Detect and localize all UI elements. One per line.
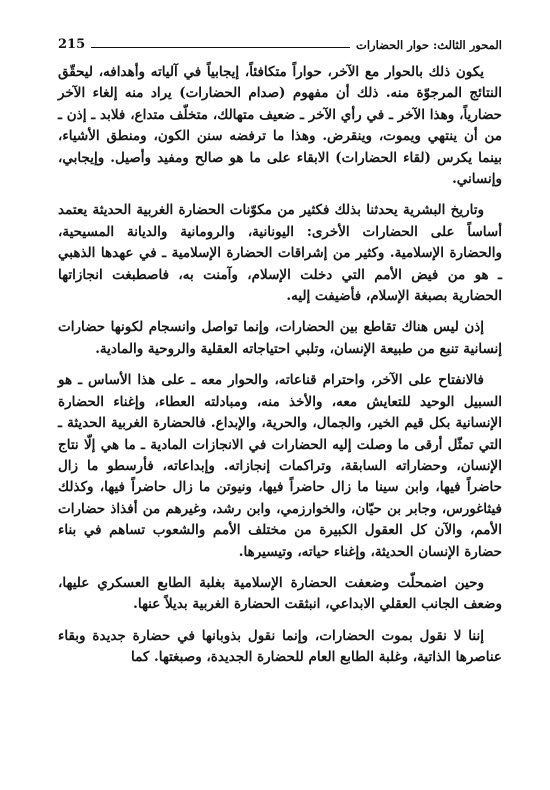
paragraph: إننا لا نقول بموت الحضارات، وإنما نقول بذوبانها في حضارة جديدة وبقاء عناصرها الذاتية، وغلبة الطابع العام للحضارة الجديدة، وصبغتها. كما [58,627,502,666]
paragraph: إذن ليس هناك تقاطع بين الحضارات، وإنما تواصل وانسجام لكونها حضارات إنسانية تنبع من طبيعة الإنسان، وتلبي احتياجاته العقلية والروحية والمادية. [58,319,502,357]
paragraph: وتاريخ البشرية يحدثنا بذلك فكثير من مكوّنات الحضارة الغربية الحديثة يعتمد أساساً على الحضارات الأخرى: اليونانية، والرومانية والديانة المسيحية، والحضارة الإسلامية. وكثير من إشراقات الحضارة الإسلامية ـ في عهدها الذهبي ـ هو من فيض الأمم التي دخلت الإسلام، وآمنت به، فاصطبغت انجازاتها الحضارية بصبغة الإسلام، فأضيفت إليه. [58,202,502,305]
running-title: المحور الثالث: حوار الحضارات [356,38,502,52]
paragraph: فالانفتاح على الآخر، واحترام قناعاته، والحوار معه ـ على هذا الأساس ـ هو السبيل الوحيد للتعايش معه، والأخذ منه، ومبادلته العطاء، وإغناء الحضارة الإنسانية بكل قيم الخير، والجمال، والحرية، والإبداع. فالحضارة الغربية الحديثة ـ التي تمثّل أرقى ما وصلت إليه الحضارات في الانجازات المادية ـ ما هي إلّا نتاج الإنسان، وحضاراته السابقة، وتراكمات إنجازاته. وإبداعاته، فأرسطو ما زال حاضراً فيها، وابن سينا ما زال حاضراً فيها، ونيوتن ما زال حاضراً فيها، وكذلك فيثاغورس، وجابر بن حيّان، والخوارزمي، وابن رشد، وغيرهم من أفذاذ حضارات الأمم، والآن كل العقول الكبيرة من مختلف الأمم والشعوب تساهم في بناء حضارة الإنسان الحديثة، وإغناء حياته، وتيسيرها. [58,372,502,560]
page-body [58,62,502,780]
paragraph: وحين اضمحلّت وضعفت الحضارة الإسلامية بغلبة الطابع العسكري عليها، وضعف الجانب العقلي الابداعي، انبثقت الحضارة الغربية بديلاً عنها. [58,574,502,613]
header-rule [91,42,350,48]
page-header [58,28,502,52]
page-number: 215 [58,37,86,52]
paragraph: يكون ذلك بالحوار مع الآخر، حواراً متكافئاً، إيجابياً في آلياته وأهدافه، ليحقّق النتائج المرجوّة منه. ذلك أن مفهوم (صدام الحضارات) يراد منه إلغاء الآخر حضارياً، وهذا الآخر ـ في رأي الآخر ـ ضعيف متهالك، متخلّف متداع، فلابد ـ إذن ـ من أن ينتهي ويموت، وينقرض. وهذا ما ترفضه سنن الكون، ومنطق الأشياء، بينما يكرس (لقاء الحضارات) الابقاء على ما هو صالح ومفيد وأصيل. وإيجابي، وإنساني. [58,64,502,188]
